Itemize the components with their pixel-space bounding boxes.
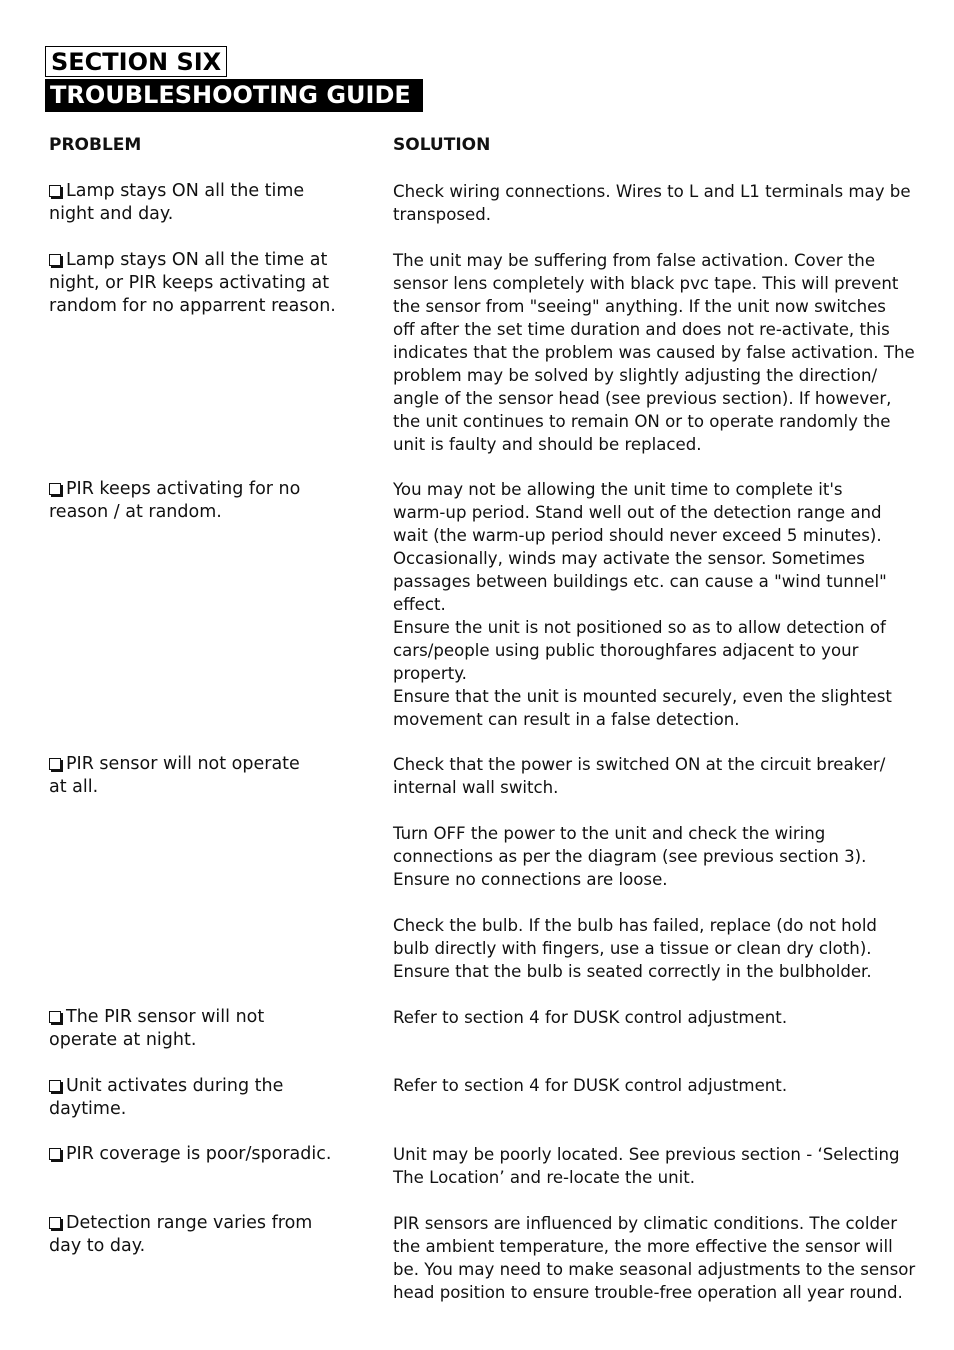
problem-text: PIR sensor will not operate at all. [49,754,300,797]
solution-text: The unit may be suffering from false activation. Cover the sensor lens completely with black pvc tape. This will prevent the sensor from "seeing" anything. If the unit now switches off after the set time duration and does not re-activate, this indicates that the problem was caused by false activation. The problem may be solved by slightly adjusting the direction/ angle of the sensor head (see previous section). If however, the unit continues to remain ON or to operate randomly the unit is faulty and should be replaced. [393,251,915,454]
solution-column-header: SOLUTION [393,135,491,155]
problem-item [49,1006,369,1052]
section-heading: SECTION SIX [45,46,227,77]
problem-text: PIR keeps activating for no reason / at random. [49,479,301,522]
checkbox-icon [49,483,61,495]
solution-text: You may not be allowing the unit time to complete it's warm-up period. Stand well out of the detection range and wait (the warm-up period should never exceed 5 minutes). Occasionally, winds may activate the sensor. Sometimes passages between buildings etc. can cause a "wind tunnel" effect. Ensure the unit is not positioned so as to allow detection of cars/people using public thoroughfares adjacent to your property. Ensure that the unit is mounted securely, even the slightest movement can result in a false detection. [393,480,892,729]
problem-item [49,1075,369,1121]
problem-item [49,1212,369,1258]
solution-text: Check that the power is switched ON at the circuit breaker/ internal wall switch. Turn OFF the power to the unit and check the wiring connections as per the diagram (see previous section 3). Ensure no connections are loose. Check the bulb. If the bulb has failed, replace (do not hold bulb directly with fingers, use a tissue or clean dry cloth). Ensure that the bulb is seated correctly in the bulbholder. [393,755,886,981]
problem-text: Lamp stays ON all the time night and day. [49,181,305,224]
solution-text: Check wiring connections. Wires to L and L1 terminals may be transposed. [393,182,911,224]
problem-item [49,180,369,226]
problem-item [49,478,369,524]
solution-text: PIR sensors are influenced by climatic conditions. The colder the ambient temperature, the more effective the sensor will be. You may need to make seasonal adjustments to the sensor head position to ensure trouble-free operation all year round. [393,1214,916,1302]
page-title: TROUBLESHOOTING GUIDE [45,79,423,112]
problem-text: Unit activates during the daytime. [49,1076,284,1119]
checkbox-icon [49,185,61,197]
problem-text: Lamp stays ON all the time at night, or PIR keeps activating at random for no apparrent reason. [49,250,336,316]
problem-text: Detection range varies from day to day. [49,1213,313,1256]
checkbox-icon [49,254,61,266]
solution-text: Refer to section 4 for DUSK control adjustment. [393,1008,788,1027]
checkbox-icon [49,1080,61,1092]
problem-column-header: PROBLEM [49,135,142,155]
checkbox-icon [49,1011,61,1023]
problem-text: PIR coverage is poor/sporadic. [66,1144,332,1164]
solution-text: Unit may be poorly located. See previous section - ‘Selecting The Location’ and re-locate the unit. [393,1145,900,1187]
problem-item [49,249,369,318]
problem-item [49,753,369,799]
checkbox-icon [49,758,61,770]
solution-text: Refer to section 4 for DUSK control adjustment. [393,1076,788,1095]
problem-text: The PIR sensor will not operate at night. [49,1007,265,1050]
problem-item [49,1143,369,1166]
checkbox-icon [49,1148,61,1160]
checkbox-icon [49,1217,61,1229]
